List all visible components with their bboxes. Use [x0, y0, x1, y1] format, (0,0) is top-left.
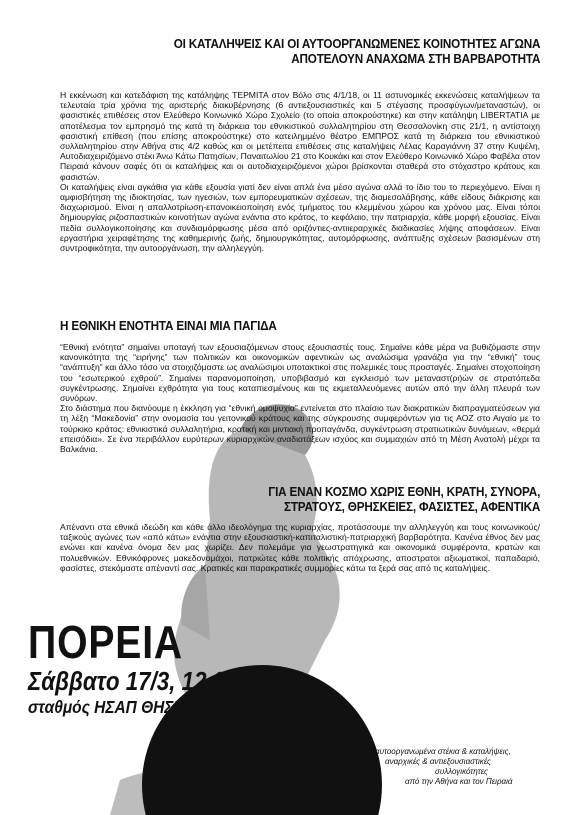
march-date-time: Σάββατο 17/3, 12.00	[28, 666, 238, 696]
national-unity-paragraph-1: “Εθνική ενότητα” σημαίνει υποταγή των εξουσιαζόμενων στους εξουσιαστές τους. Σημαίνει κάθε μέρα να βυθιζόμαστε στην κανονικότητα της “ειρήνης” των πολιτικών και οικονομικών αφεντικών ως αναλώσιμα γρανάζια για την “εθνική” τους “ανάπτυξη” και άλλο τόσο να στοιχιζόμαστε ως αναλώσιμοι υποτακτικοί στις πολεμικές τους προσταγές. Σημαίνει στοχοποίηση του “εσωτερικού εχθρού”. Σημαίνει παρανομοποίηση, υποβιβασμό και εγκλεισμό των μεταναστ(ρι)ών σε στρατόπεδα συγκέντρωσης. Σημαίνει εχθρότητα για τους καταπιεσμένους και τις εκμεταλλευόμενες αυτών από την άλλη πλευρά των συνόρων.	[60, 342, 540, 404]
signature-block	[375, 747, 555, 787]
march-location: σταθμός ΗΣΑΠ ΘΗΣΕΙΟΥ	[28, 697, 210, 717]
section-heading-world-line2: ΣΤΡΑΤΟΥΣ, ΘΡΗΣΚΕΙΕΣ, ΦΑΣΙΣΤΕΣ, ΑΦΕΝΤΙΚΑ	[283, 499, 540, 514]
world-paragraph: Απέναντι στα εθνικά ιδεώδη και κάθε άλλο ιδεολόγημα της κυριαρχίας, προτάσσουμε την αλληλεγγύη και τους κοινωνικούς/ταξικούς αγώνες των «από κάτω» ενάντια στην εξουσιαστική-καπιταλιστική-πατριαρχική βαρβαρότητα. Κανένα έθνος δεν μας ενώνει και κανένα όνομα δεν μας χωρίζει. Δεν πολεμάμε για γεωστρατηγικά και οικονομικά συμφέροντα, κρατών και πολυεθνικών. Εθνικόφρονες μακεδονομάχοι, πατριώτες κάθε πολιτικής απόχρωσης, αποστρατοι αξιωματικοί, παπαδαριό, φασίστες, στεκόμαστε απέναντί σας. Κρατικές και παρακρατικές συμμορίες κάτω τα ξερά σας από τις καταλήψεις.	[60, 522, 540, 573]
signature-line-2: αναρχικές & αντιεξουσιαστικές	[385, 757, 491, 766]
world-section	[60, 522, 540, 573]
national-unity-section	[60, 342, 540, 454]
section-heading-world	[268, 484, 540, 514]
intro-section	[60, 90, 540, 253]
march-announcement	[28, 618, 272, 718]
section-heading-national-unity: Η ΕΘΝΙΚΗ ΕΝΟΤΗΤΑ ΕΙΝΑΙ ΜΙΑ ΠΑΓΙΔΑ	[60, 318, 277, 333]
signature-line-1: αυτοοργανωμένα στέκια & καταλήψεις,	[375, 747, 511, 756]
intro-paragraph-1: Η εκκένωση και κατεδάφιση της κατάληψης ΤΕΡΜΙΤΑ στον Βόλο στις 4/1/18, οι 11 αστυνομικές εκκενώσεις καταλήψεων τα τελευταία τρία χρόνια της αριστερής διακυβέρνησης (6 αντιεξουσιαστικές και 5 στέγασης προσφύγων/μεταναστών), οι φασιστικές επιθέσεις στον Ελεύθερο Κοινωνικό Χώρο Σχολείο (το οποία αποκρούστηκε) και στην κατάληψη LIBERTATIA με αποτέλεσμα τον εμπρησμό της κατά τη διάρκεια του εθνικιστικού συλλαλητηρίου στη Θεσσαλονίκη στις 21/1, η αντίστοιχη φασιστική επίθεση (που επίσης αποκρούστηκε) στο κατειλημμένο θέατρο ΕΜΠΡΟΣ κατά τη διάρκεια του εθνικιστικού συλλαλητηρίου στην Αθήνα στις 4/2 καθώς και οι μετέπειτα επιθέσεις στις καταλήψεις Λέλας Καραγιάννη 37 στην Κυψέλη, Αυτοδιαχειριζόμενο στέκι Άνω Κάτω Πατησίων, Παναιτωλίου 21 στο Κουκάκι και στον Ελεύθερο Κοινωνικό Χώρο Φαβέλα στον Πειραιά κάνουν σαφές ότι οι καταλήψεις και οι αυτοδιαχειριζόμενοι χώροι βρίσκονται σταθερά στο στόχαστρο κράτους και φασιστών.	[60, 90, 540, 182]
section-heading-world-line1: ΓΙΑ ΕΝΑΝ ΚΟΣΜΟ ΧΩΡΙΣ ΕΘΝΗ, ΚΡΑΤΗ, ΣΥΝΟΡΑ,	[268, 484, 540, 499]
signature-line-4: από την Αθήνα και τον Πειραιά	[405, 777, 513, 786]
national-unity-paragraph-2: Στο διάστημα που διανύουμε η έκκληση για “εθνική ομοψυχία” εντείνεται στο πλαίσιο των διακρατικών διαπραγματεύσεων για τη λέξη “Μακεδονία” στην ονομασία του γειτονικού κράτους και της σύγκρουσης συμφερόντων για τις ΑΟΖ στο Αιγαίο με το τούρκικο κράτος: εθνικιστικά συλλαλητήρια, κρατική και μιντιακή προπαγάνδα, συγκέντρωση στρατιωτικών δυνάμεων, «θερμά επεισόδια». Σε ένα περιβάλλον ευρύτερων κυριαρχικών αναδιατάξεων ισχύος και συμμαχιών από τη Μέση Ανατολή μέχρι τα Βαλκάνια.	[60, 403, 540, 455]
march-title: ΠΟΡΕΙΑ	[28, 616, 184, 668]
main-headline-line1: ΟΙ ΚΑΤΑΛΗΨΕΙΣ ΚΑΙ ΟΙ ΑΥΤΟΟΡΓΑΝΩΜΕΝΕΣ ΚΟΙΝΟΤΗΤΕΣ ΑΓΩΝΑ	[173, 36, 540, 51]
signature-line-3: συλλογικότητες	[435, 767, 488, 776]
intro-paragraph-2: Οι καταλήψεις είναι αγκάθια για κάθε εξουσία γιατί δεν είναι απλά ένα μέσο αγώνα αλλά το ίδιο του το περιεχόμενο. Είναι η αμφισβήτηση της ιδιοκτησίας, των ηγεσιών, των εμπορευματικών σχέσεων, της διαμεσολάβησης, κάθε είδους διάκρισης και διαχωρισμού. Είναι η απαλλοτρίωση-επανοικειοποίηση ενός τμήματος του κλεμμένου χώρου και χρόνου μας. Είναι τόποι δημιουργίας ριζοσπαστικών κοινοτήτων αγώνα ενάντια στο κράτος, το κεφάλαιο, την πατριαρχία, κάθε μορφή εξουσίας. Είναι πεδία συλλογικοποίησης και συνδιαμόρφωσης μέσα από οριζόντιες-αντιιεραρχικές διαδικασίες λήψης αποφάσεων. Είναι εργαστήρια χειραφέτησης της καθημερινής ζωής, δημιουργικότητας, αυτομόρφωσης, ανάπτυξης σχέσεων βασισμένων στη συντροφικότητα, την αυτοοργάνωση, την αλληλεγγύη.	[60, 181, 540, 254]
main-headline	[173, 36, 540, 66]
main-headline-line2: ΑΠΟΤΕΛΟΥΝ ΑΝΑΧΩΜΑ ΣΤΗ ΒΑΡΒΑΡΟΤΗΤΑ	[290, 51, 540, 66]
